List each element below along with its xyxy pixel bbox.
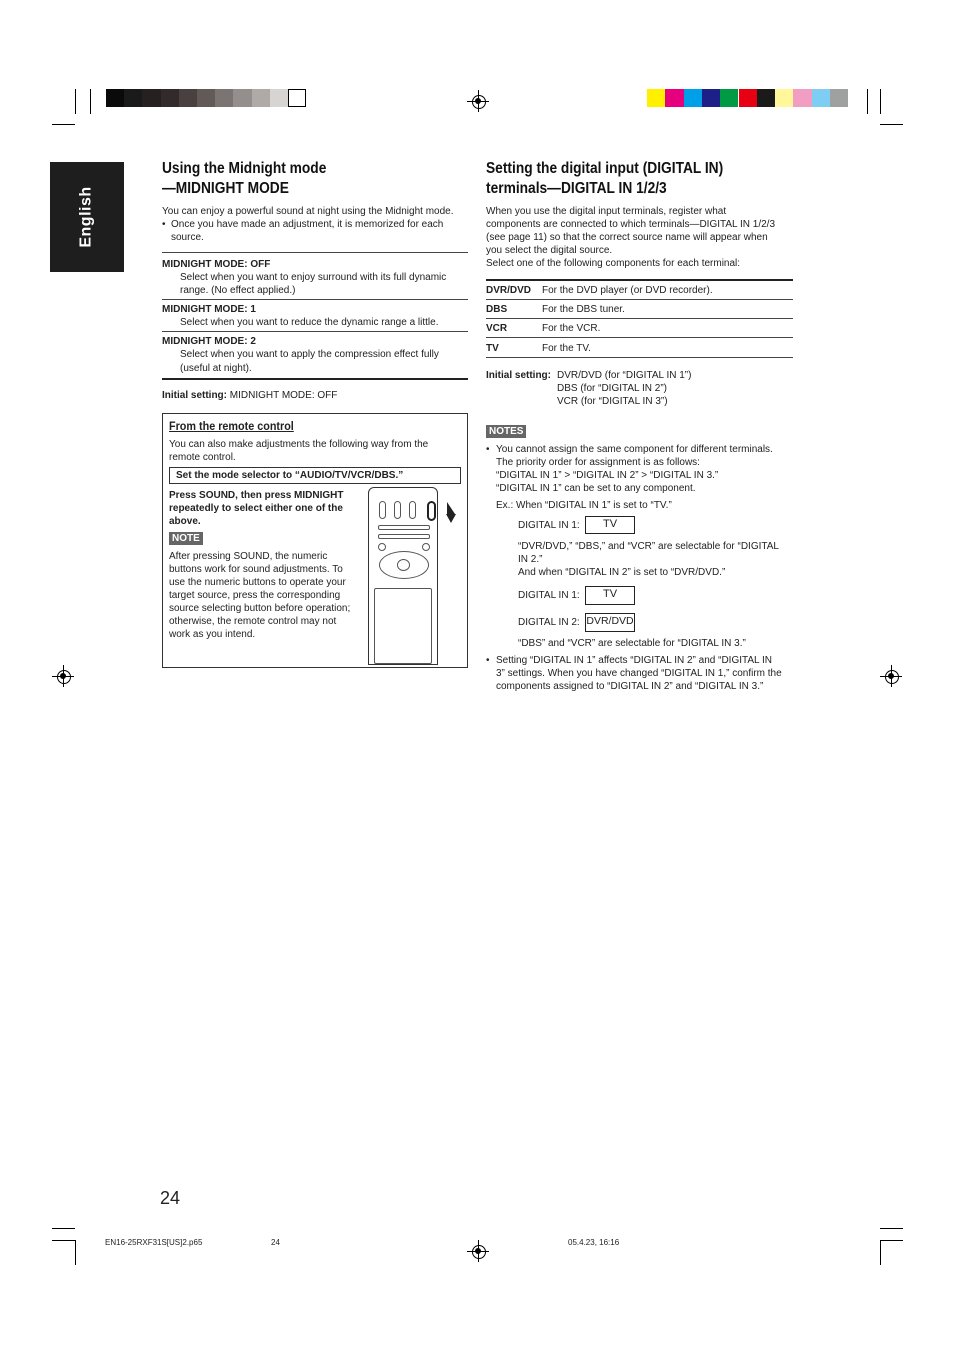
remote-title-text: From the remote control [169,419,294,433]
gray-swatch [288,89,306,107]
table-value: For the DVD player (or DVD recorder). [542,285,713,296]
initial-value: DBS (for “DIGITAL IN 2”) [557,383,668,394]
table-key: TV [486,343,499,354]
crop-mark [880,1240,881,1265]
color-swatch [775,89,793,107]
explanation-line: “DVR/DVD,” “DBS,” and “VCR” are selectable for “DIGITAL [518,541,779,552]
example-text: Ex.: When “DIGITAL IN 1” is set to “TV.” [496,500,672,511]
instruction-line: repeatedly to select either one of the [169,503,343,514]
table-key: VCR [486,323,508,334]
color-swatch [665,89,683,107]
remote-button [409,501,416,519]
remote-button [378,534,430,539]
mode-label: MIDNIGHT MODE: 1 [162,304,256,315]
title-line: terminals—DIGITAL IN 1/2/3 [486,180,667,197]
remote-button [378,543,386,551]
intro-line: (see page 11) so that the correct source name will appear when [486,232,768,243]
example-explanation: “DBS” and “VCR” are selectable for “DIGITAL IN 3.” [518,638,746,649]
initial-value: VCR (for “DIGITAL IN 3”) [557,396,668,407]
divider [162,252,468,253]
mode-desc: Select when you want to enjoy surround with its full dynamic [180,272,447,283]
bullet-marker: • [162,219,166,230]
arrow-down-icon [446,500,456,524]
example-value-box: TV [585,516,635,534]
crop-mark [880,89,881,114]
crop-mark [880,1240,903,1241]
bullet-marker: • [486,444,490,455]
gray-swatch [270,89,288,107]
mode-desc: range. (No effect applied.) [180,285,296,296]
intro-line: components are connected to which terminals—DIGITAL IN 1/2/3 [486,219,776,230]
remote-dpad-center [397,559,410,571]
mode-label: MIDNIGHT MODE: OFF [162,259,271,270]
initial-value: MIDNIGHT MODE: OFF [229,390,338,401]
crop-mark [867,89,868,114]
note-line: otherwise, the remote control may not [169,616,337,627]
initial-label: Initial setting: [162,390,227,401]
note-line: work as you intend. [169,629,256,640]
crop-mark [52,1240,75,1241]
mode-desc: (useful at night). [180,363,252,374]
mode-desc: Select when you want to reduce the dynamic range a little. [180,317,439,328]
color-swatch [702,89,720,107]
mode-desc: Select when you want to apply the compression effect fully [180,349,439,360]
remote-intro: You can also make adjustments the following way from the [169,439,429,450]
remote-button [379,501,386,519]
note-badge: NOTE [169,532,203,545]
table-key: DBS [486,304,508,315]
color-swatch [647,89,665,107]
table-key: DVR/DVD [486,285,532,296]
file-name: EN16-25RXF31S[US]2.p65 [105,1238,203,1247]
table-value: For the TV. [542,343,591,354]
divider [486,279,793,281]
initial-label: Initial setting: [486,370,551,381]
registration-mark-icon [882,667,900,685]
crop-mark [52,1228,75,1229]
section-title-digital-in [486,159,723,199]
page-number: 24 [160,1188,181,1208]
note-line: buttons work for sound adjustments. To [169,564,343,575]
gray-swatch [161,89,179,107]
color-swatch [793,89,811,107]
note-line: “DIGITAL IN 1” > “DIGITAL IN 2” > “DIGITAL IN 3.” [496,470,719,481]
note-line: components assigned to “DIGITAL IN 2” and “DIGITAL IN 3.” [496,681,764,692]
divider [162,331,468,332]
remote-button [422,543,430,551]
gray-swatch [124,89,142,107]
timestamp: 05.4.23, 16:16 [568,1238,620,1247]
remote-button [427,501,436,521]
note-line: use the numeric buttons to operate your [169,577,346,588]
initial-value: DVR/DVD (for “DIGITAL IN 1”) [557,370,692,381]
note-line: Setting “DIGITAL IN 1” affects “DIGITAL IN 2” and “DIGITAL IN [496,655,773,666]
color-swatch [684,89,702,107]
registration-mark-icon [54,667,72,685]
crop-mark [75,89,76,114]
initial-setting [162,389,337,402]
note-line: 3” settings. When you have changed “DIGITAL IN 1,” confirm the [496,668,782,679]
title-line: —MIDNIGHT MODE [162,180,289,197]
color-swatch [739,89,757,107]
explanation-line: IN 2.” [518,554,543,565]
example-value-box: TV [585,586,635,605]
example-label: DIGITAL IN 2: [518,617,580,628]
table-value: For the DBS tuner. [542,304,625,315]
remote-control-illustration [368,487,438,665]
remote-keypad [374,588,432,664]
remote-button [378,525,430,530]
gray-swatch [142,89,160,107]
small-page-number: 24 [271,1238,280,1247]
divider [162,378,468,380]
bullet-marker: • [486,655,490,666]
example-value-box: DVR/DVD [585,613,635,632]
note-line: The priority order for assignment is as follows: [496,457,700,468]
color-swatch [757,89,775,107]
mode-label: MIDNIGHT MODE: 2 [162,336,256,347]
crop-mark [90,89,91,114]
table-value: For the VCR. [542,323,601,334]
crop-mark [75,1240,76,1265]
color-swatch [812,89,830,107]
instruction-line: above. [169,516,201,527]
example-label: DIGITAL IN 1: [518,520,580,531]
gray-swatch [252,89,270,107]
remote-box-title [169,419,294,434]
instruction-line: Press SOUND, then press MIDNIGHT [169,490,344,501]
gray-swatch [233,89,251,107]
color-swatch [830,89,848,107]
bullet-text: source. [171,232,204,243]
example-label: DIGITAL IN 1: [518,590,580,601]
gray-swatch [197,89,215,107]
registration-mark-icon [469,1242,487,1260]
note-line: source selecting button before operation; [169,603,351,614]
mode-selector-text: Set the mode selector to “AUDIO/TV/VCR/DBS.” [176,470,404,481]
note-line: “DIGITAL IN 1” can be set to any component. [496,483,696,494]
title-line: Using the Midnight mode [162,160,327,177]
table-divider [486,357,793,358]
title-line: Setting the digital input (DIGITAL IN) [486,160,724,177]
remote-button [394,501,401,519]
remote-intro: remote control. [169,452,236,463]
language-label: English [77,186,95,248]
explanation-line: And when “DIGITAL IN 2” is set to “DVR/DVD.” [518,567,726,578]
gray-swatch [179,89,197,107]
language-tab [50,162,124,272]
table-divider [486,299,793,300]
intro-line: When you use the digital input terminals, register what [486,206,727,217]
table-divider [486,318,793,319]
registration-mark-icon [469,92,487,110]
section-title-midnight [162,159,326,199]
crop-mark [880,124,903,125]
intro-line: Select one of the following components for each terminal: [486,258,741,269]
note-line: You cannot assign the same component for different terminals. [496,444,773,455]
intro-line: you select the digital source. [486,245,613,256]
color-swatch [720,89,738,107]
gray-swatch [106,89,124,107]
bullet-text: Once you have made an adjustment, it is memorized for each [171,219,444,230]
table-divider [486,337,793,338]
note-line: target source, press the corresponding [169,590,341,601]
gray-swatch [215,89,233,107]
intro-text: You can enjoy a powerful sound at night using the Midnight mode. [162,206,454,217]
crop-mark [880,1228,903,1229]
note-line: After pressing SOUND, the numeric [169,551,328,562]
crop-mark [52,124,75,125]
divider [162,299,468,300]
notes-badge: NOTES [486,425,526,438]
